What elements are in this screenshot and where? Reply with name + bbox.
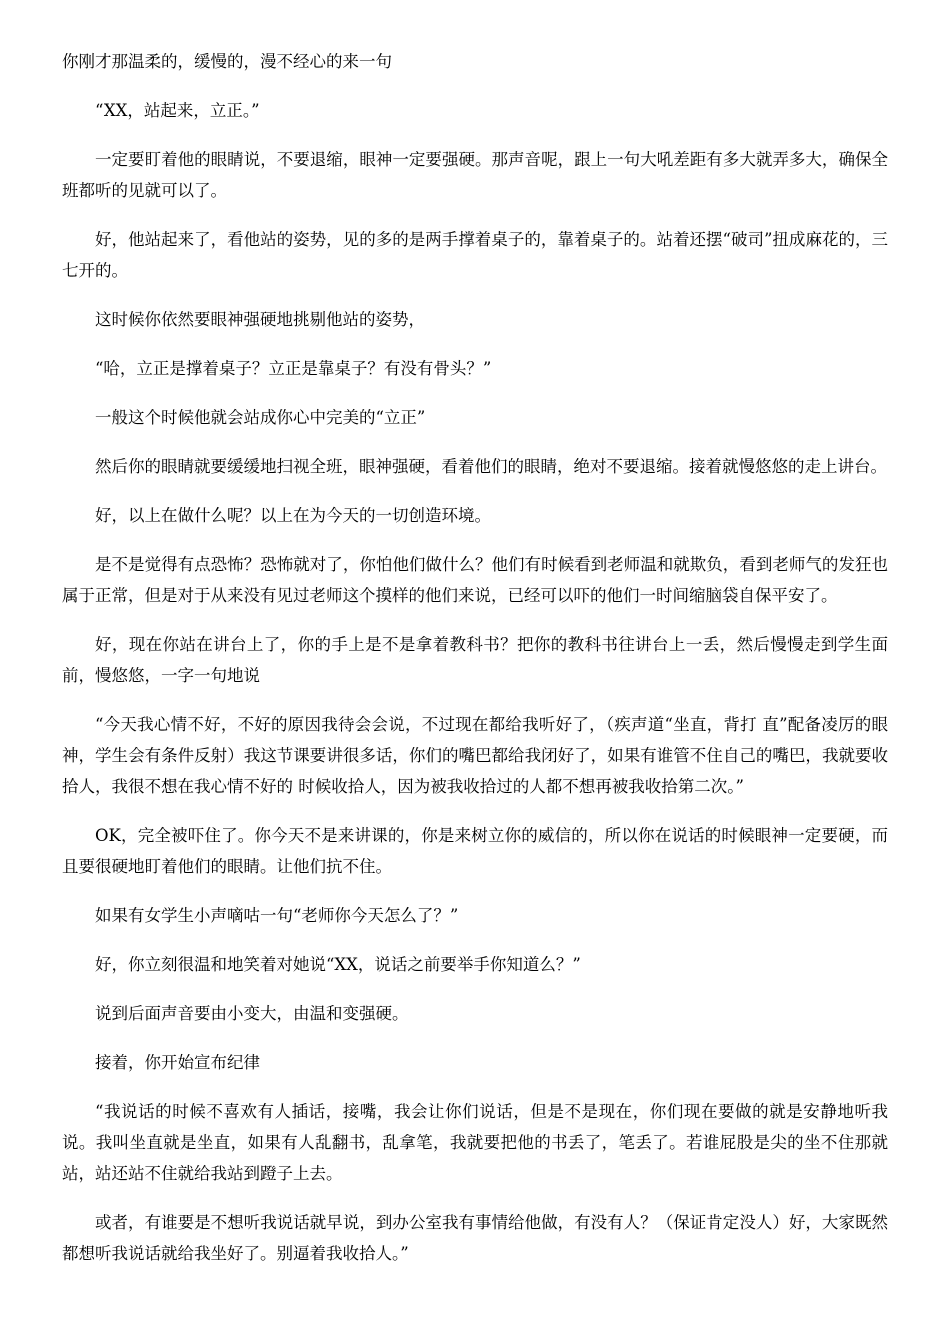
paragraph-6: “哈，立正是撑着桌子？立正是靠桌子？有没有骨头？” (95, 359, 492, 378)
paragraph-19: 或者，有谁要是不想听我说话就早说，到办公室我有事情给他做，有没有人？（保证肯定没人）好，大家既然都想听我说话就给我坐好了。别逼着我收拾人。” (62, 1213, 888, 1263)
paragraph-11: 好，现在你站在讲台上了，你的手上是不是拿着教科书？把你的教科书往讲台上一丢，然后慢慢走到学生面前，慢悠悠，一字一句地说 (62, 635, 888, 685)
paragraph-16: 说到后面声音要由小变大，由温和变强硬。 (95, 1004, 409, 1023)
paragraph-9: 好，以上在做什么呢？以上在为今天的一切创造环境。 (95, 506, 491, 525)
paragraph-12: “今天我心情不好，不好的原因我待会会说，不过现在都给我听好了，（疾声道“坐直，背打 直”配备凌厉的眼神，学生会有条件反射）我这节课要讲很多话，你们的嘴巴都给我闭好了，如果有谁管不住自己的嘴巴，我就要收拾人，我很不想在我心情不好的 时候收拾人，因为被我收拾过的人都不想再被我收拾第二次。” (62, 715, 888, 796)
paragraph-13: OK，完全被吓住了。你今天不是来讲课的，你是来树立你的威信的，所以你在说话的时候眼神一定要硬，而且要很硬地盯着他们的眼睛。让他们抗不住。 (62, 826, 888, 876)
paragraph-7: 一般这个时候他就会站成你心中完美的“立正” (95, 408, 426, 427)
paragraph-18: “我说话的时候不喜欢有人插话，接嘴，我会让你们说话，但是不是现在，你们现在要做的就是安静地听我说。我叫坐直就是坐直，如果有人乱翻书，乱拿笔，我就要把他的书丢了，笔丢了。若谁屁股是尖的坐不住那就站，站还站不住就给我站到蹬子上去。 (62, 1102, 888, 1183)
paragraph-4: 好，他站起来了，看他站的姿势，见的多的是两手撑着桌子的，靠着桌子的。站着还摆“破司”扭成麻花的，三七开的。 (62, 230, 888, 280)
paragraph-15: 好，你立刻很温和地笑着对她说“XX，说话之前要举手你知道么？” (95, 955, 581, 974)
paragraph-17: 接着，你开始宣布纪律 (95, 1053, 260, 1072)
paragraph-1: 你刚才那温柔的，缓慢的，漫不经心的来一句 (62, 52, 392, 71)
paragraph-14: 如果有女学生小声嘀咕一句“老师你今天怎么了？” (95, 906, 459, 925)
paragraph-8: 然后你的眼睛就要缓缓地扫视全班，眼神强硬，看着他们的眼睛，绝对不要退缩。接着就慢悠悠的走上讲台。 (95, 457, 887, 476)
document-body (62, 46, 888, 1287)
paragraph-3: 一定要盯着他的眼睛说，不要退缩，眼神一定要强硬。那声音呢，跟上一句大吼差距有多大就弄多大，确保全班都听的见就可以了。 (62, 150, 888, 200)
paragraph-10: 是不是觉得有点恐怖？恐怖就对了，你怕他们做什么？他们有时候看到老师温和就欺负，看到老师气的发狂也属于正常，但是对于从来没有见过老师这个摸样的他们来说，已经可以吓的他们一时间缩脑袋自保平安了。 (62, 555, 888, 605)
paragraph-2: “XX，站起来，立正。” (95, 101, 260, 120)
paragraph-5: 这时候你依然要眼神强硬地挑剔他站的姿势， (95, 310, 425, 329)
